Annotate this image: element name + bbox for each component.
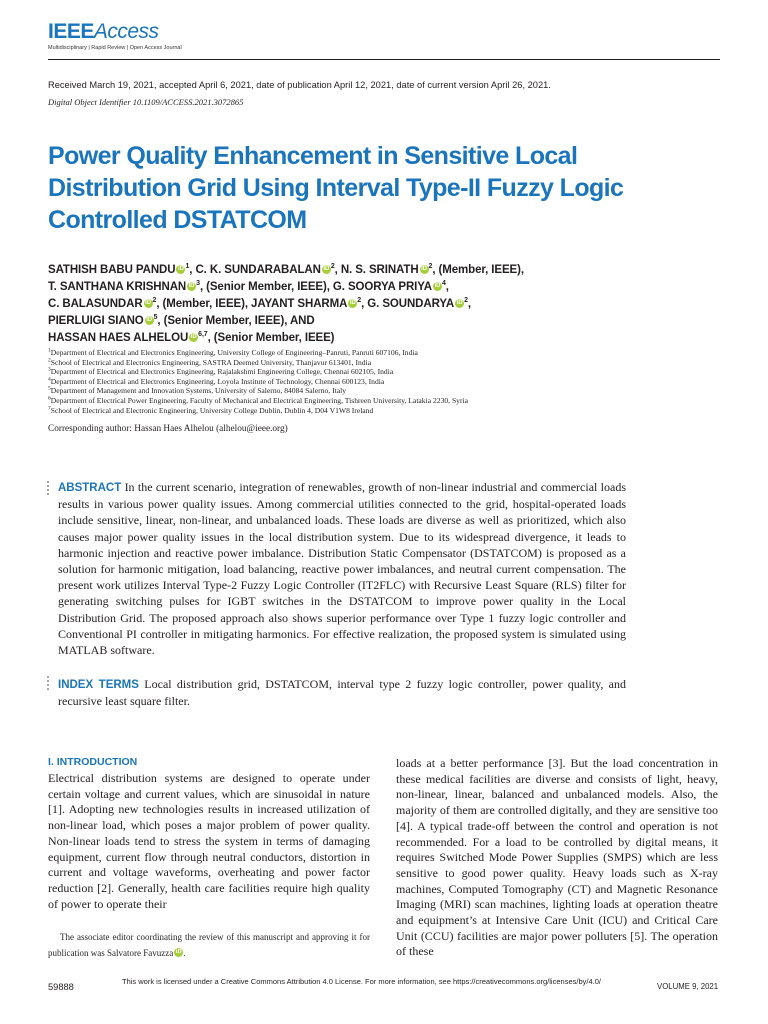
affiliation-item: $^2$School of Electrical and Electronics Engineering, SASTRA Deemed University, Thanjavur 613401, India <box>48 357 372 367</box>
author-name: JAYANT SHARMA <box>251 298 348 310</box>
orcid-icon[interactable]: iD <box>434 283 441 289</box>
author-name: HASSAN HAES ALHELOU <box>48 332 189 344</box>
paper-title: Power Quality Enhancement in Sensitive Local Distribution Grid Using Interval Type-II Fuzzy Logic Controlled DSTATCOM <box>48 142 624 234</box>
corresponding-author: Corresponding author: Hassan Haes Alhelou (alhelou@ieee.org) <box>48 424 288 434</box>
affiliation-ref: 2 <box>464 297 468 305</box>
author-separator: , <box>467 298 471 310</box>
author-name: SATHISH BABU PANDU <box>48 264 176 276</box>
author-list <box>48 262 668 347</box>
orcid-icon[interactable]: iD <box>175 948 182 955</box>
author-name: T. SANTHANA KRISHNAN <box>48 281 187 293</box>
author-separator: , (Member, IEEE), <box>432 264 524 276</box>
affiliation-item: $^5$Department of Management and Innovation Systems, University of Salerno, 84084 Salerno, Italy <box>48 385 346 396</box>
section-heading: I. INTRODUCTION <box>48 756 138 768</box>
abstract <box>58 479 626 658</box>
section-marker-icon <box>47 676 50 692</box>
author-line <box>48 262 668 279</box>
doi-line: Digital Object Identifier 10.1109/ACCESS.2021.3072865 <box>48 97 244 107</box>
abstract-label: ABSTRACT <box>58 482 122 494</box>
intro-paragraph-left: Electrical distribution systems are designed to operate under certain voltage and current values, which are sinusoidal in nature [1]. Adopting new technologies results in increased utilization of non-linear load, which poses a major problem of power quality. Non-linear loads tend to stress the system in terms of damaging equipment, current flow through neutral conductors, distortion in current and voltage waveforms, overheating and power factor reduction [2]. Generally, health care facilities require high quality of power to operate their <box>48 771 370 911</box>
author-line <box>48 313 668 330</box>
index-terms-text: Local distribution grid, DSTATCOM, interval type 2 fuzzy logic controller, power quality, and recursive least square filter. <box>58 677 627 709</box>
affiliation-item: $^3$Department of Electrical and Electronics Engineering, Rajalakshmi Engineering College, Chennai 602105, India <box>48 366 394 377</box>
affiliation-item: $^1$Department of Electrical and Electronics Engineering, University College of Engineering–Panruti, Panruti 607106, India <box>48 347 418 357</box>
orcid-icon[interactable]: iD <box>145 300 151 306</box>
volume-label: VOLUME 9, 2021 <box>657 982 719 991</box>
affiliation-ref: 2 <box>357 297 362 305</box>
right-column <box>396 756 718 960</box>
orcid-icon[interactable]: iD <box>421 266 427 272</box>
license-notice: This work is licensed under a Creative Commons Attribution 4.0 License. For more information, see https://creativecommons.org/licenses/by/4.0/ <box>122 977 601 986</box>
affiliation-ref: 5 <box>153 314 158 322</box>
affiliation-ref: 6,7 <box>198 331 208 339</box>
author-name: PIERLUIGI SIANO <box>48 315 144 327</box>
index-terms-label: INDEX TERMS <box>58 679 139 691</box>
author-separator: , <box>334 264 341 276</box>
author-name: C. K. SUNDARABALAN <box>195 264 321 276</box>
footnote-text: The associate editor coordinating the review of this manuscript and approving it for publication was Salvatore Favuzza <box>48 932 370 958</box>
affiliation-ref: 1 <box>185 263 190 271</box>
orcid-icon[interactable]: iD <box>456 300 463 306</box>
affiliations-list <box>48 348 468 415</box>
logo-tagline: Multidisciplinary | Rapid Review | Open Access Journal <box>48 45 182 51</box>
page-number: 59888 <box>48 982 74 992</box>
received-dates: Received March 19, 2021, accepted April 6, 2021, date of publication April 12, 2021, date of current version April 26, 2021. <box>48 80 551 90</box>
affiliation-ref: 2 <box>330 263 335 271</box>
index-terms <box>58 676 626 709</box>
author-line <box>48 279 668 296</box>
affiliation-ref: 2 <box>152 297 157 305</box>
author-separator: , <box>361 298 368 310</box>
intro-paragraph-right: loads at a better performance [3]. But the load concentration in these medical facilities are diverse and consists of light, heavy, non-linear, linear, balanced and unbalanced models. Also, the majority of them are controlled digitally, and they are sensitive too [4]. A typical trade-off between the control and operation is not recommended. For a load to be controlled by digital means, it requires Switched Mode Power Supplies (SMPS) which are less sensitive to good power quality. Heavy loads such as X-ray machines, Computed Tomography (CT) and Magnetic Resonance Imaging (MRI) scan machines, lighting loads at operation theatre and equipment’s at Intensive Care Unit (ICU) and Critical Care Unit (CCU) facilities are major power polluters [5]. The operation of these <box>396 756 718 959</box>
orcid-icon[interactable]: iD <box>188 283 195 289</box>
author-separator: , (Senior Member, IEEE), AND <box>157 315 315 327</box>
author-line <box>48 296 668 313</box>
affiliation-item: $^4$Department of Electrical and Electronics Engineering, Loyola Institute of Technology, Chennai 600123, India <box>48 376 385 386</box>
affiliation-ref: 2 <box>428 263 433 271</box>
orcid-icon[interactable]: iD <box>190 334 197 340</box>
orcid-icon[interactable]: iD <box>178 266 184 272</box>
abstract-text: In the current scenario, integration of renewables, growth of non-linear industrial and commercial loads results in various power quality issues. Among commercial utilities connected to the grid, hospital-operated loads include sensitive, linear, non-linear, and unbalanced loads. These loads are diverse as well as prioritized, which also causes major power quality issues in the local distribution system. Due to its widespread divergence, it leads to harmonic injection and reactive power imbalance. Distribution Static Compensator (DSTATCOM) is proposed as a solution for harmonic mitigation, load balancing, reactive power imbalances, and neutral current compensation. The present work utilizes Interval Type-2 Fuzzy Logic Controller (IT2FLC) with Recursive Least Square (RLS) filter for generating switching pulses for IGBT switches in the DSTATCOM to improve power quality in the Local Distribution Grid. The proposed approach also shows superior performance over Type 1 fuzzy logic controller and Conventional PI controller in mitigating harmonics. For effective realization, the proposed system is simulated using MATLAB software. <box>58 480 626 658</box>
header-divider <box>48 59 720 60</box>
affiliation-item: $^6$Department of Electrical Power Engineering, Faculty of Mechanical and Electrical Engineering, Tishreen University, Latakia 2230, Syria <box>48 395 468 405</box>
author-separator: , (Senior Member, IEEE) <box>207 332 335 344</box>
logo-ieee-text: IEEE <box>48 20 94 43</box>
author-separator: , (Member, IEEE), <box>156 298 252 310</box>
journal-logo <box>48 20 159 44</box>
author-name: G. SOUNDARYA <box>367 298 455 310</box>
author-separator: , <box>445 281 449 293</box>
author-name: N. S. SRINATH <box>340 264 419 276</box>
orcid-icon[interactable]: iD <box>349 300 356 306</box>
author-separator: , <box>189 264 196 276</box>
author-line <box>48 330 668 347</box>
editor-footnote: The associate editor coordinating the review of this manuscript and approving it for publication was Salvatore Favuzza iD . <box>48 932 370 958</box>
author-separator: , (Senior Member, IEEE), <box>199 281 333 293</box>
affiliation-ref: 4 <box>441 280 446 288</box>
affiliation-item: $^7$School of Electrical and Electronic Engineering, University College Dublin, Dublin 4, D04 V1W8 Ireland <box>48 405 374 415</box>
section-marker-icon <box>47 481 50 497</box>
orcid-icon[interactable]: iD <box>323 266 330 272</box>
left-column <box>48 756 370 912</box>
author-name: C. BALASUNDAR <box>48 298 143 310</box>
orcid-icon[interactable]: iD <box>146 317 153 323</box>
author-name: G. SOORYA PRIYA <box>332 281 432 293</box>
logo-access-text: Access <box>93 20 159 43</box>
affiliation-ref: 3 <box>196 280 200 288</box>
